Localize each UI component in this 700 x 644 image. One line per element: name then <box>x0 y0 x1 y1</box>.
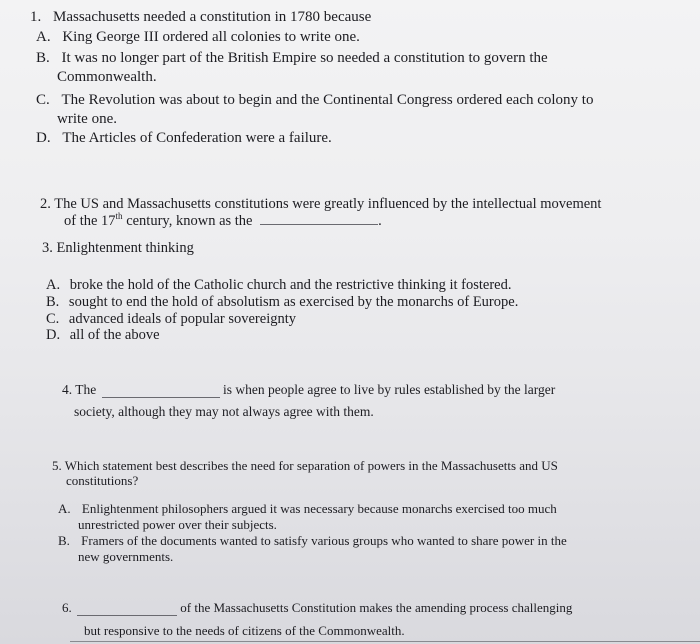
q6-answer-blank[interactable] <box>77 614 177 616</box>
q1-option-b-cont <box>57 70 157 85</box>
q5-option-a-cont-text: unrestricted power over their subjects. <box>78 517 277 532</box>
q1-option-c <box>36 93 593 108</box>
q3-option-a-text: broke the hold of the Catholic church and the restrictive thinking it fostered. <box>69 277 512 293</box>
q1-stem: Massachusetts needed a constitution in 1780 because <box>53 9 372 25</box>
q2-line2-post: century, known as the <box>122 213 253 229</box>
q1-option-c-cont-text: write one. <box>57 111 117 127</box>
q2-line1 <box>40 197 601 212</box>
q5-option-a-cont <box>78 518 277 531</box>
q3-stem-line <box>42 241 194 256</box>
q3-option-b-text: sought to end the hold of absolutism as exercised by the monarchs of Europe. <box>68 294 519 310</box>
q6-number: 6. <box>62 600 72 615</box>
q3-option-c-text: advanced ideals of popular sovereignty <box>68 311 297 327</box>
q3-option-c <box>46 312 296 327</box>
q4-line2 <box>74 405 374 419</box>
q5-option-a <box>58 502 557 515</box>
q5-option-b-letter: B. <box>58 533 70 548</box>
q3-option-d <box>46 328 160 343</box>
q5-line1 <box>52 459 558 472</box>
q5-line2 <box>66 474 138 487</box>
q6-line2 <box>84 624 405 637</box>
q4-line1-post: is when people agree to live by rules established by the larger <box>223 382 556 397</box>
q5-line2-text: constitutions? <box>66 473 139 488</box>
q1-option-a-letter: A. <box>36 29 51 45</box>
q1-option-a-text: King George III ordered all colonies to write one. <box>62 29 360 45</box>
q1-option-b-letter: B. <box>36 50 50 66</box>
q2-superscript: th <box>115 211 123 222</box>
q6-line2-text: but responsive to the needs of citizens of the Commonwealth. <box>84 623 405 638</box>
q3-option-a-letter: A. <box>46 277 61 293</box>
q4-line2-text: society, although they may not always agree with them. <box>74 404 374 419</box>
q5-option-b-text: Framers of the documents wanted to satisfy various groups who wanted to share power in the <box>81 533 567 548</box>
q4-answer-blank[interactable] <box>102 396 220 398</box>
q1-option-c-text: The Revolution was about to begin and the Continental Congress ordered each colony to <box>61 92 594 108</box>
q5-line1-text: 5. Which statement best describes the need for separation of powers in the Massachusetts and US <box>52 458 558 473</box>
q1-option-c-letter: C. <box>36 92 50 108</box>
q5-option-b-cont <box>78 550 173 563</box>
q1-option-b-cont-text: Commonwealth. <box>57 69 157 85</box>
q1-option-d-text: The Articles of Confederation were a failure. <box>62 130 332 146</box>
q5-option-a-letter: A. <box>58 501 71 516</box>
q3-option-b-letter: B. <box>46 294 60 310</box>
bottom-divider <box>70 641 700 642</box>
q1-option-c-cont <box>57 112 117 127</box>
q3-option-c-letter: C. <box>46 311 60 327</box>
q5-option-b <box>58 534 567 547</box>
q1-option-b <box>36 51 548 66</box>
q1-option-d-letter: D. <box>36 130 51 146</box>
q4-line1-pre: 4. The <box>62 382 97 397</box>
q6-line1-post: of the Massachusetts Constitution makes the amending process challenging <box>180 600 573 615</box>
q2-line2-pre: of the 17 <box>64 213 116 229</box>
q1-option-d <box>36 131 332 146</box>
q3-stem: 3. Enlightenment thinking <box>42 240 194 256</box>
q3-option-d-text: all of the above <box>69 327 160 343</box>
q3-option-b <box>46 295 518 310</box>
q1-stem-line <box>30 10 371 25</box>
q5-option-a-text: Enlightenment philosophers argued it was necessary because monarchs exercised too much <box>81 501 557 516</box>
q1-option-b-text: It was no longer part of the British Empire so needed a constitution to govern the <box>61 50 548 66</box>
q5-option-b-cont-text: new governments. <box>78 549 174 564</box>
q6-line1 <box>62 601 572 614</box>
q1-number: 1. <box>30 9 42 25</box>
q3-option-d-letter: D. <box>46 327 61 343</box>
q3-option-a <box>46 278 511 293</box>
q2-answer-blank[interactable] <box>260 223 378 225</box>
q2-line2 <box>64 211 382 229</box>
q4-line1 <box>62 383 555 397</box>
q1-option-a <box>36 30 360 45</box>
q2-line1-text: 2. The US and Massachusetts constitutions were greatly influenced by the intellectual movement <box>40 196 602 212</box>
q2-line2-end: . <box>378 213 382 229</box>
